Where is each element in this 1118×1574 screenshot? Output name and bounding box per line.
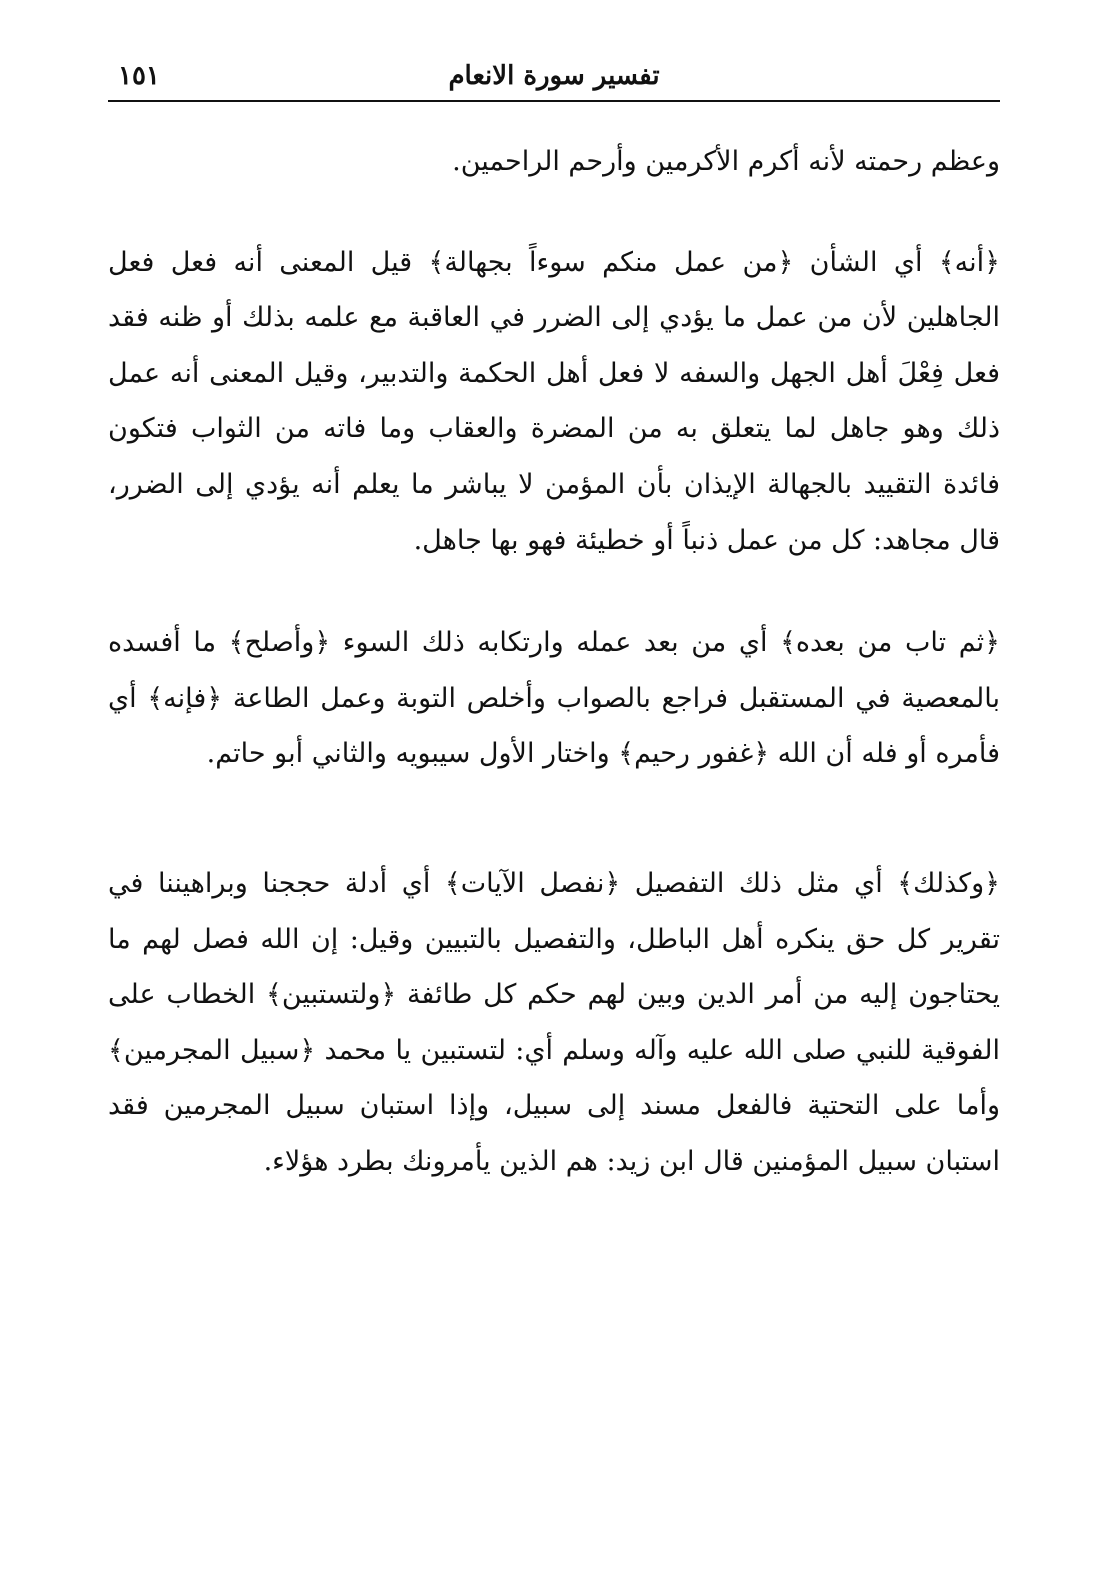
running-title: تفسير سورة الانعام bbox=[448, 61, 660, 91]
paragraph: ﴿أنه﴾ أي الشأن ﴿من عمل منكم سوءاً بجهالة﴾ قيل المعنى أنه فعل فعل الجاهلين لأن من عمل ما يؤدي إلى الضرر في العاقبة مع علمه بذلك أو ظنه فقد فعل فِعْلَ أهل الجهل والسفه لا فعل أهل الحكمة والتدبير، وقيل المعنى أنه عمل ذلك وهو جاهل لما يتعلق به من المضرة والعقاب وما فاته من الثواب فتكون فائدة التقييد بالجهالة الإيذان بأن المؤمن لا يباشر ما يعلم أنه يؤدي إلى الضرر، قال مجاهد: كل من عمل ذنباً أو خطيئة فهو بها جاهل. bbox=[108, 246, 1000, 556]
page-number: ١٥١ bbox=[118, 61, 160, 91]
paragraph: ﴿ثم تاب من بعده﴾ أي من بعد عمله وارتكابه ذلك السوء ﴿وأصلح﴾ ما أفسده بالمعصية في المستقبل فراجع بالصواب وأخلص التوبة وعمل الطاعة ﴿فإنه﴾ أي فأمره أو فله أن الله ﴿غفور رحيم﴾ واختار الأول سيبويه والثاني أبو حاتم. bbox=[108, 627, 1000, 770]
header-rule bbox=[108, 100, 1000, 102]
running-header bbox=[108, 58, 1000, 98]
body-text bbox=[108, 134, 1000, 1190]
paragraph: ﴿وكذلك﴾ أي مثل ذلك التفصيل ﴿نفصل الآيات﴾ أي أدلة حججنا وبراهيننا في تقرير كل حق ينكره أهل الباطل، والتفصيل بالتبيين وقيل: إن الله فصل لهم ما يحتاجون إليه من أمر الدين وبين لهم حكم كل طائفة ﴿ولتستبين﴾ الخطاب على الفوقية للنبي صلى الله عليه وآله وسلم أي: لتستبين يا محمد ﴿سبيل المجرمين﴾ وأما على التحتية فالفعل مسند إلى سبيل، وإذا استبان سبيل المجرمين فقد استبان سبيل المؤمنين قال ابن زيد: هم الذين يأمرونك بطرد هؤلاء. bbox=[108, 867, 1000, 1177]
paragraph: وعظم رحمته لأنه أكرم الأكرمين وأرحم الراحمين. bbox=[452, 146, 1000, 177]
